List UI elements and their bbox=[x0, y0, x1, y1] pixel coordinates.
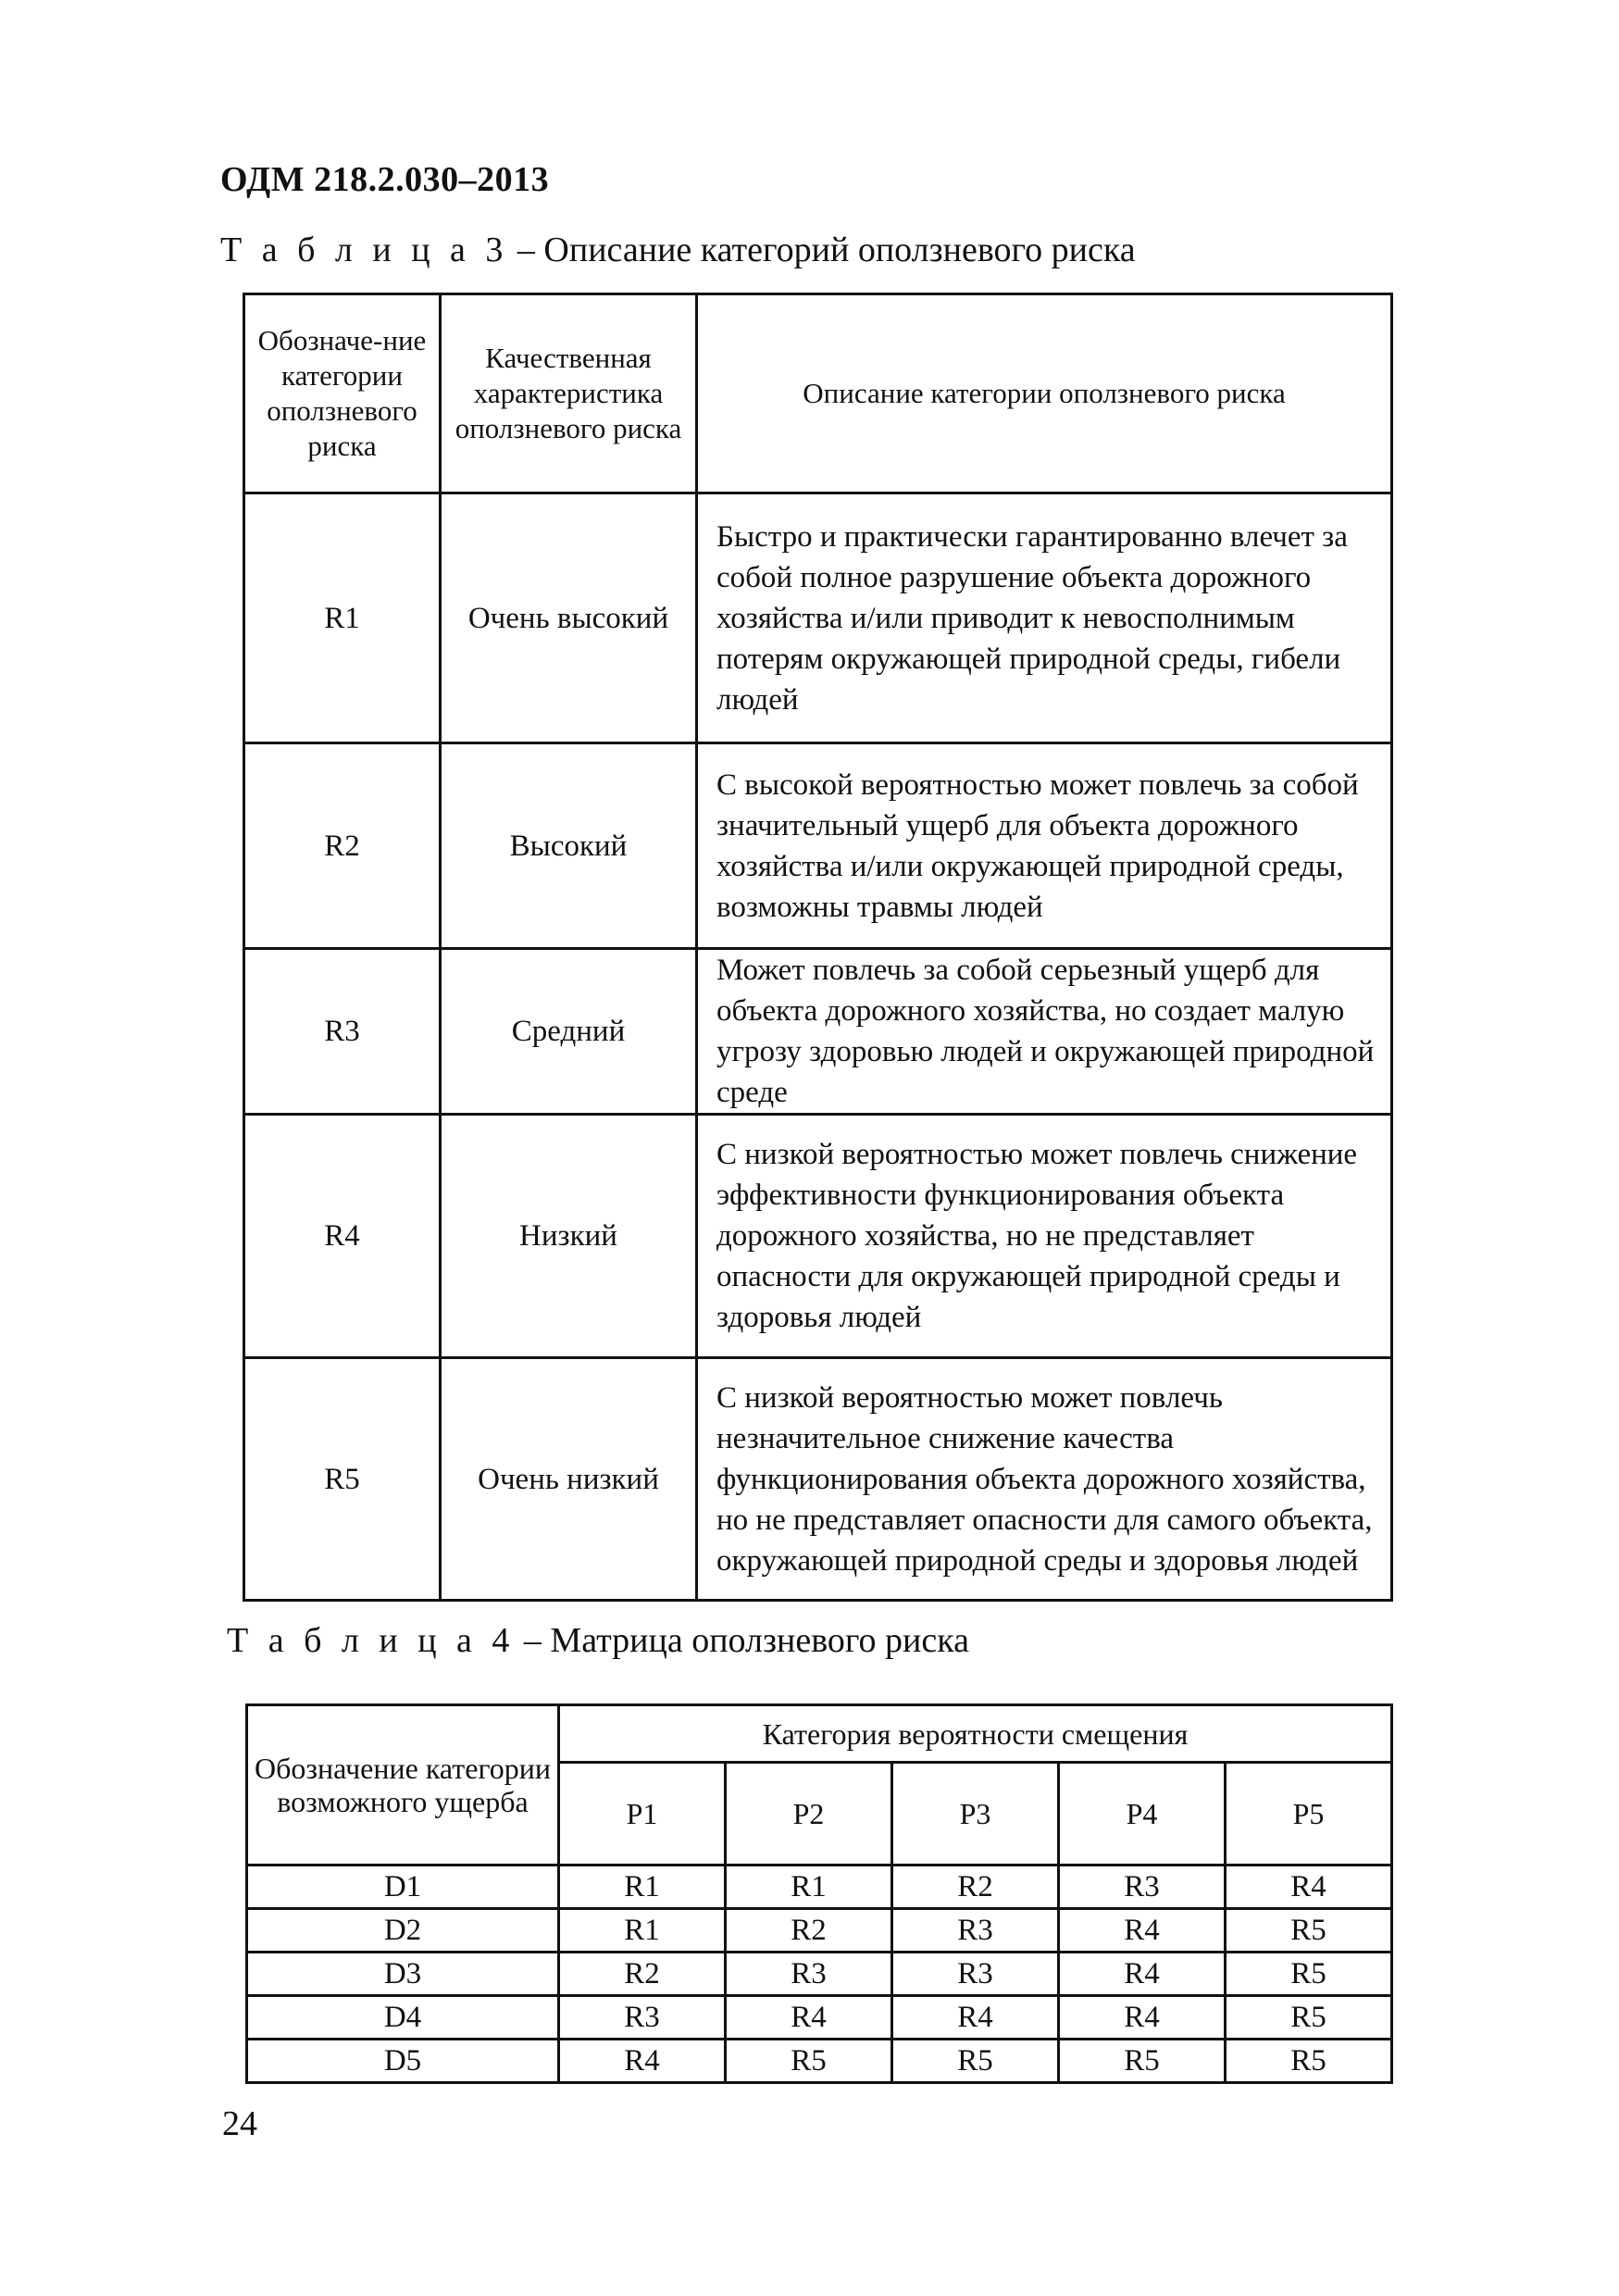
matrix-header-row bbox=[247, 1705, 1392, 1763]
page-number: 24 bbox=[222, 2104, 257, 2143]
risk-description: С высокой вероятностью может повлечь за собой значительный ущерб для объекта дорожного хозяйства и/или окружающей природной среды, возможны травмы людей bbox=[697, 743, 1392, 949]
matrix-cell: R5 bbox=[1226, 1909, 1392, 1953]
matrix-cell: R5 bbox=[892, 2040, 1059, 2083]
risk-description: С низкой вероятностью может повлечь снижение эффективности функционирования объекта дорожного хозяйства, но не представляет опасности для окружающей природной среды и здоровья людей bbox=[697, 1115, 1392, 1358]
risk-category-table bbox=[243, 293, 1393, 1602]
table3-caption-label: Т а б л и ц а 3 bbox=[220, 231, 509, 269]
table-header-row bbox=[244, 294, 1392, 493]
matrix-cell: R3 bbox=[892, 1953, 1059, 1996]
matrix-cell: R1 bbox=[726, 1866, 892, 1909]
matrix-cell: R3 bbox=[1059, 1866, 1226, 1909]
matrix-cell: R2 bbox=[726, 1909, 892, 1953]
damage-label: D5 bbox=[247, 2040, 559, 2083]
table-row bbox=[247, 1909, 1392, 1953]
risk-qualitative: Высокий bbox=[441, 743, 697, 949]
risk-description: Быстро и практически гарантированно влечет за собой полное разрушение объекта дорожного хозяйства и/или приводит к невосполнимым потерям окружающей природной среды, гибели людей bbox=[697, 493, 1392, 743]
matrix-cell: R1 bbox=[559, 1909, 726, 1953]
table-row bbox=[244, 1115, 1392, 1358]
risk-code: R4 bbox=[244, 1115, 441, 1358]
matrix-cell: R4 bbox=[892, 1996, 1059, 2040]
matrix-cell: R5 bbox=[1226, 1996, 1392, 2040]
matrix-cell: R3 bbox=[559, 1996, 726, 2040]
document-code: ОДМ 218.2.030–2013 bbox=[220, 160, 550, 199]
risk-qualitative: Средний bbox=[441, 949, 697, 1115]
header-probability: P4 bbox=[1059, 1763, 1226, 1866]
header-qualitative: Качественная характеристика оползневого риска bbox=[441, 294, 697, 493]
matrix-cell: R4 bbox=[1059, 1909, 1226, 1953]
table-row bbox=[244, 949, 1392, 1115]
header-probability-group: Категория вероятности смещения bbox=[559, 1705, 1392, 1763]
risk-qualitative: Низкий bbox=[441, 1115, 697, 1358]
risk-matrix-table bbox=[245, 1703, 1393, 2084]
damage-label: D2 bbox=[247, 1909, 559, 1953]
table3-caption bbox=[220, 230, 1136, 270]
matrix-cell: R3 bbox=[726, 1953, 892, 1996]
header-damage-category: Обозначение категории возможного ущерба bbox=[247, 1705, 559, 1866]
table3-caption-text: – Описание категорий оползневого риска bbox=[508, 231, 1136, 269]
matrix-cell: R2 bbox=[892, 1866, 1059, 1909]
risk-qualitative: Очень низкий bbox=[441, 1358, 697, 1601]
matrix-cell: R3 bbox=[892, 1909, 1059, 1953]
header-category-code: Обозначе-ние категории оползневого риска bbox=[244, 294, 441, 493]
risk-code: R5 bbox=[244, 1358, 441, 1601]
risk-code: R3 bbox=[244, 949, 441, 1115]
table-row bbox=[244, 743, 1392, 949]
matrix-cell: R4 bbox=[726, 1996, 892, 2040]
damage-label: D4 bbox=[247, 1996, 559, 2040]
matrix-cell: R1 bbox=[559, 1866, 726, 1909]
risk-code: R2 bbox=[244, 743, 441, 949]
table-row bbox=[247, 2040, 1392, 2083]
matrix-cell: R4 bbox=[1059, 1996, 1226, 2040]
matrix-cell: R4 bbox=[1226, 1866, 1392, 1909]
table-row bbox=[247, 1866, 1392, 1909]
header-probability: P1 bbox=[559, 1763, 726, 1866]
table4-caption-label: Т а б л и ц а 4 bbox=[227, 1621, 516, 1660]
risk-code: R1 bbox=[244, 493, 441, 743]
risk-qualitative: Очень высокий bbox=[441, 493, 697, 743]
table-row bbox=[244, 1358, 1392, 1601]
table4-caption-text: – Матрица оползневого риска bbox=[515, 1621, 969, 1660]
matrix-cell: R2 bbox=[559, 1953, 726, 1996]
matrix-cell: R5 bbox=[1059, 2040, 1226, 2083]
header-description: Описание категории оползневого риска bbox=[697, 294, 1392, 493]
header-probability: P3 bbox=[892, 1763, 1059, 1866]
risk-description: С низкой вероятностью может повлечь незначительное снижение качества функционирования объекта дорожного хозяйства, но не представляет опасности для самого объекта, окружающей природной среды и здоровья людей bbox=[697, 1358, 1392, 1601]
table-row bbox=[247, 1953, 1392, 1996]
table-row bbox=[247, 1996, 1392, 2040]
risk-description: Может повлечь за собой серьезный ущерб для объекта дорожного хозяйства, но создает малую угрозу здоровью людей и окружающей природной среде bbox=[697, 949, 1392, 1115]
matrix-cell: R5 bbox=[1226, 2040, 1392, 2083]
damage-label: D3 bbox=[247, 1953, 559, 1996]
header-probability: P2 bbox=[726, 1763, 892, 1866]
table-row bbox=[244, 493, 1392, 743]
matrix-cell: R4 bbox=[559, 2040, 726, 2083]
matrix-cell: R5 bbox=[726, 2040, 892, 2083]
damage-label: D1 bbox=[247, 1866, 559, 1909]
matrix-cell: R4 bbox=[1059, 1953, 1226, 1996]
header-probability: P5 bbox=[1226, 1763, 1392, 1866]
table4-caption bbox=[227, 1620, 969, 1661]
matrix-cell: R5 bbox=[1226, 1953, 1392, 1996]
